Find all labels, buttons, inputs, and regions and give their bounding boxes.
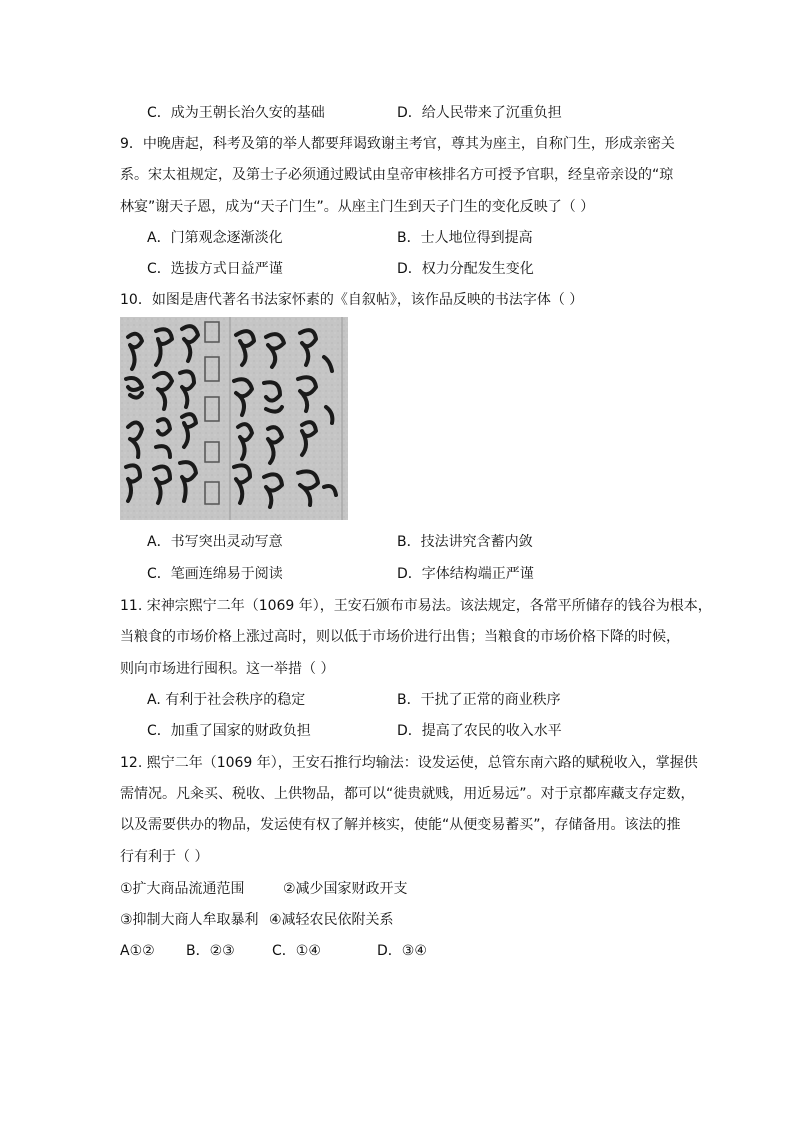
- q12-stem-line-4: 行有利于（ ）: [120, 849, 209, 865]
- q12-item-3: ③抑制大商人牟取暴利: [120, 912, 259, 928]
- q9-option-a: A．门第观念逐渐淡化: [147, 230, 283, 246]
- q12-stem-line-2: 需情况。凡籴买、税收、上供物品，都可以“徙贵就贱，用近易远”。对于京都库藏支存定数，: [120, 786, 695, 802]
- q10-option-d: D．字体结构端正严谨: [397, 566, 534, 582]
- q9-stem-line-3: 林宴”谢天子恩，成为“天子门生”。从座主门生到天子门生的变化反映了（ ）: [120, 199, 595, 215]
- q11-option-a: A. 有利于社会秩序的稳定: [147, 692, 306, 708]
- q12-option-b: B．②③: [186, 943, 235, 959]
- q8-option-c: C．成为王朝长治久安的基础: [147, 105, 325, 121]
- calligraphy-strokes: [120, 317, 348, 520]
- q12-item-4: ④减轻农民依附关系: [269, 912, 394, 928]
- q12-stem-line-3: 以及需要供办的物品，发运使有权了解并核实，使能“从便变易蓄买”，存储备用。该法的推: [120, 817, 681, 833]
- q12-option-c: C．①④: [272, 943, 321, 959]
- q11-option-d: D．提高了农民的收入水平: [397, 723, 562, 739]
- q12-option-d: D．③④: [377, 943, 427, 959]
- q9-stem-line-1: 9．中晚唐起，科考及第的举人都要拜谒致谢主考官，尊其为座主，自称门生，形成亲密关: [120, 136, 675, 152]
- q10-option-c: C．笔画连绵易于阅读: [147, 566, 283, 582]
- q9-option-c: C．选拔方式日益严谨: [147, 261, 283, 277]
- q12-item-2: ②减少国家财政开支: [283, 881, 408, 897]
- calligraphy-image: [120, 317, 348, 520]
- q11-option-c: C．加重了国家的财政负担: [147, 723, 311, 739]
- q12-stem-line-1: 12. 熙宁二年（1069 年），王安石推行均输法：设发运使，总管东南六路的赋税收入，掌握供: [120, 755, 698, 771]
- q9-option-d: D．权力分配发生变化: [397, 261, 534, 277]
- q9-option-b: B．士人地位得到提高: [397, 230, 533, 246]
- q12-item-1: ①扩大商品流通范围: [120, 881, 245, 897]
- q9-stem-line-2: 系。宋太祖规定，及第士子必须通过殿试由皇帝审核排名方可授予官职，经皇帝亲设的“琼: [120, 167, 674, 183]
- q11-option-b: B．干扰了正常的商业秩序: [397, 692, 561, 708]
- q10-option-b: B．技法讲究含蓄内敛: [397, 534, 533, 550]
- q8-option-d: D．给人民带来了沉重负担: [397, 105, 562, 121]
- q11-stem-line-1: 11. 宋神宗熙宁二年（1069 年），王安石颁布市易法。该法规定，各常平所储存的钱谷为根本，: [120, 598, 712, 614]
- q11-stem-line-2: 当粮食的市场价格上涨过高时，则以低于市场价进行出售；当粮食的市场价格下降的时候，: [120, 629, 680, 645]
- q10-option-a: A．书写突出灵动写意: [147, 534, 283, 550]
- q12-option-a: A①②: [120, 943, 155, 959]
- q11-stem-line-3: 则向市场进行囤积。这一举措（ ）: [120, 661, 335, 677]
- q10-stem-line-1: 10．如图是唐代著名书法家怀素的《自叙帖》，该作品反映的书法字体（ ）: [120, 292, 584, 308]
